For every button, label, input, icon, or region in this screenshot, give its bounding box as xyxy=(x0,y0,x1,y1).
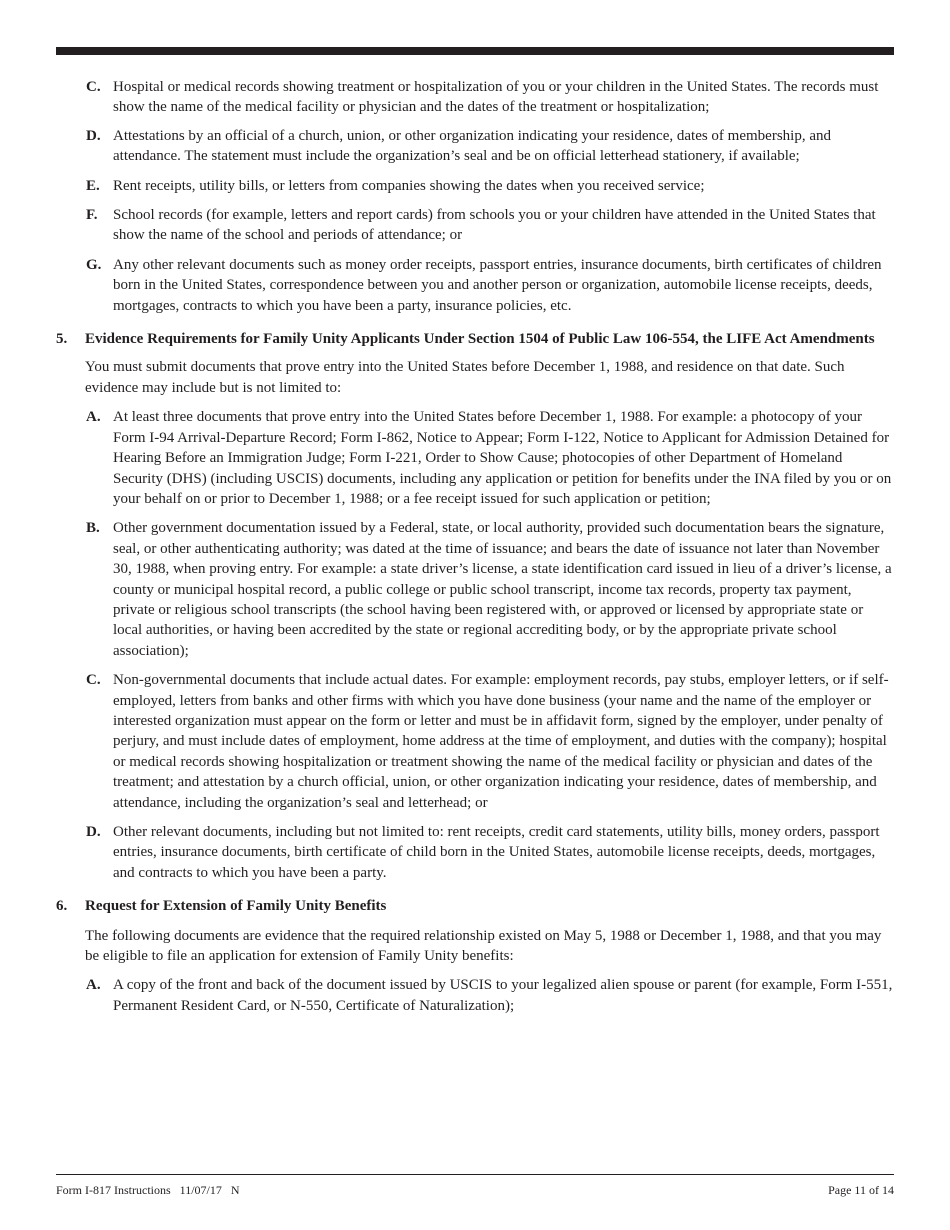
page-number: Page 11 of 14 xyxy=(828,1183,894,1197)
list-item-e xyxy=(56,176,894,196)
list-item-g xyxy=(56,255,894,316)
header-rule xyxy=(56,47,894,55)
item-text: A copy of the front and back of the document issued by USCIS to your legalized alien spouse or parent (for example, Form I-551, Permanent Resident Card, or N-550, Certificate of Naturalization); xyxy=(113,977,893,1014)
footer-rule xyxy=(56,1174,894,1175)
item-text: Non-governmental documents that include actual dates. For example: employment records, pay stubs, employer letters, or if self-employed, letters from banks and other firms with which you have done business (your name and the name of the employer or interested organization must appear on the form or letter and must be in affidavit form, signed by the employer, under penalty of perjury, and must include dates of employment, home address at the time of employment, and duties with the company); hospital or medical records showing hospitalization or treatment showing the name of the medical facility or physician and dates of the treatment; and attestation by a church official, union, or other organization indicating your residence, dates of membership, and attendance, including the organization’s seal and letterhead; or xyxy=(113,672,889,811)
list-item-f xyxy=(56,205,894,246)
item-letter: G. xyxy=(86,256,102,273)
item-letter: D. xyxy=(86,127,101,144)
list-item-c xyxy=(56,670,894,813)
list-item-c xyxy=(56,77,894,118)
list-item-d xyxy=(56,126,894,167)
form-identifier: Form I-817 Instructions 11/07/17 N xyxy=(56,1183,240,1197)
item-letter: A. xyxy=(86,977,101,994)
section-number: 6. xyxy=(56,898,68,915)
section-6-intro: The following documents are evidence that the required relationship existed on May 5, 1988 or December 1, 1988, and that you may be eligible to file an application for extension of Family Unity benefits: xyxy=(85,927,882,965)
item-text: Hospital or medical records showing treatment or hospitalization of you or your children in the United States. The records must show the name of the medical facility or physician and the dates of the treatment or hospitalization; xyxy=(113,79,879,116)
item-text: Attestations by an official of a church, union, or other organization indicating your residence, dates of membership, and attendance. The statement must include the organization’s seal and be on official letterhead stationery, if available; xyxy=(113,127,831,165)
list-item-a xyxy=(56,975,894,1016)
item-text: Other relevant documents, including but not limited to: rent receipts, credit card statements, utility bills, money orders, passport entries, insurance documents, birth certificate of child born in the United States, automobile license receipts, deeds, mortgages, and contracts to which you have been a party. xyxy=(113,824,880,881)
section-number: 5. xyxy=(56,331,68,348)
item-text: Other government documentation issued by a Federal, state, or local authority, provided such documentation bears the signature, seal, or other authenticating authority; was dated at the time of issuance; and bears the date of issuance not later than November 30, 1988, when proving entry. For example: a state driver’s license, a state identification card issued in lieu of a driver’s license, a county or municipal hospital record, a public college or public school transcript, income tax records, property tax payment, private or religious school transcripts (the school having been registered with, or approved or licensed by appropriate state or local authorities, or having been accredited by the state or regional accrediting body, or by the appropriate private school association); xyxy=(113,520,892,659)
item-letter: F. xyxy=(86,207,98,224)
item-text: Any other relevant documents such as money order receipts, passport entries, insurance documents, birth certificates of children born in the United States, correspondence between you and another person or organization, automobile license receipts, deeds, mortgages, contracts to which you have been a party, insurance policies, etc. xyxy=(113,256,882,314)
list-item-b xyxy=(56,518,894,661)
item-letter: E. xyxy=(86,177,100,194)
item-text: Rent receipts, utility bills, or letters from companies showing the dates when you received service; xyxy=(113,177,705,194)
item-letter: D. xyxy=(86,824,101,840)
section-5-heading xyxy=(56,329,894,349)
item-letter: C. xyxy=(86,79,101,95)
item-text: At least three documents that prove entry into the United States before December 1, 1988. For example: a photocopy of your Form I-94 Arrival-Departure Record; Form I-862, Notice to Appear; Form I-122, Notice to Applicant for Admission Detained for Hearing Before an Immigration Judge; Form I-221, Order to Show Cause; photocopies of other Department of Homeland Security (DHS) (including USCIS) documents, including any application or petition for benefits under the INA filed by you or on your behalf on or prior to December 1, 1988; or a fee receipt issued for such application or petition; xyxy=(113,409,892,507)
item-text: School records (for example, letters and report cards) from schools you or your children have attended in the United States that show the name of the school and periods of attendance; or xyxy=(113,207,876,244)
list-item-d xyxy=(56,822,894,883)
section-6-heading xyxy=(56,896,894,916)
section-title: Request for Extension of Family Unity Benefits xyxy=(85,898,387,915)
item-letter: C. xyxy=(86,672,101,689)
page-content xyxy=(56,77,894,1016)
list-item-a xyxy=(56,407,894,509)
section-5-intro: You must submit documents that prove entry into the United States before December 1, 1988, and residence on that date. Such evidence may include but is not limited to: xyxy=(85,359,845,396)
section-title: Evidence Requirements for Family Unity Applicants Under Section 1504 of Public Law 106-554, the LIFE Act Amendments xyxy=(85,331,875,348)
item-letter: B. xyxy=(86,520,100,537)
item-letter: A. xyxy=(86,409,101,426)
